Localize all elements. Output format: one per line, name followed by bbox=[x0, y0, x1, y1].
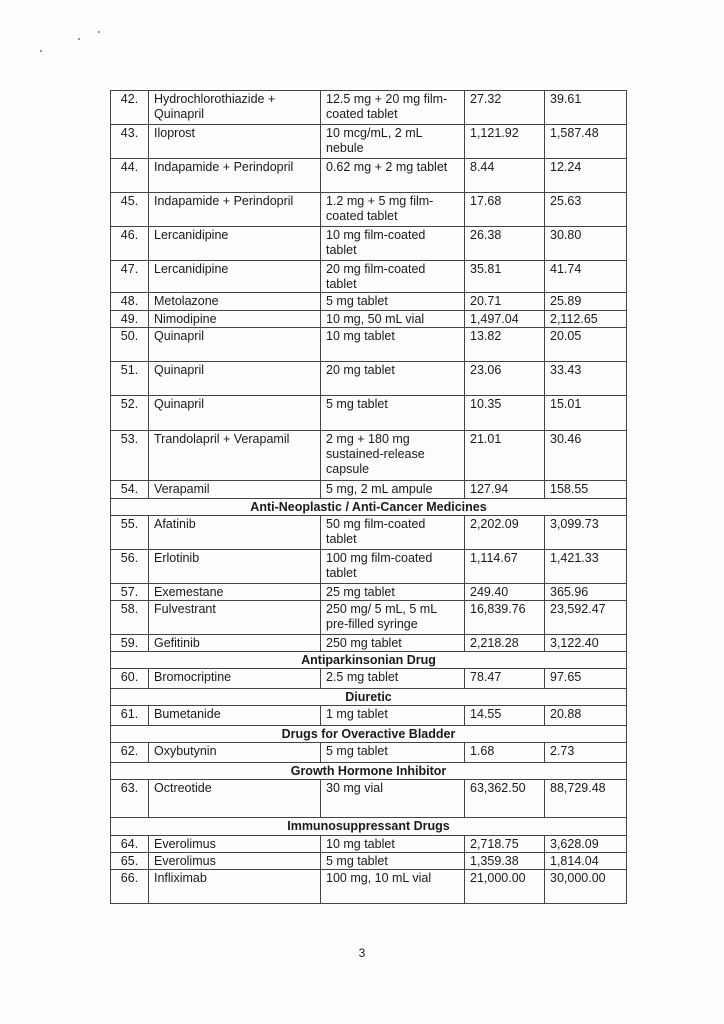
item-number: 66. bbox=[111, 870, 149, 904]
drug-name: Nimodipine bbox=[149, 311, 321, 328]
price-cell-2: 1,814.04 bbox=[545, 853, 627, 870]
dosage-form: 100 mg, 10 mL vial bbox=[321, 870, 465, 904]
drug-name: Lercanidipine bbox=[149, 227, 321, 261]
table-row bbox=[111, 780, 627, 818]
drug-name: Erlotinib bbox=[149, 550, 321, 584]
drug-name: Indapamide + Perindopril bbox=[149, 159, 321, 193]
table-row bbox=[111, 706, 627, 726]
price-cell-1: 17.68 bbox=[465, 193, 545, 227]
section-title: Growth Hormone Inhibitor bbox=[111, 763, 627, 780]
price-cell-1: 127.94 bbox=[465, 481, 545, 499]
item-number: 50. bbox=[111, 328, 149, 362]
price-cell-1: 2,202.09 bbox=[465, 516, 545, 550]
item-number: 61. bbox=[111, 706, 149, 726]
table-row bbox=[111, 328, 627, 362]
item-number: 64. bbox=[111, 836, 149, 853]
price-cell-1: 16,839.76 bbox=[465, 601, 545, 635]
table-row bbox=[111, 125, 627, 159]
section-header-row bbox=[111, 818, 627, 836]
price-cell-1: 1,359.38 bbox=[465, 853, 545, 870]
table-row bbox=[111, 193, 627, 227]
price-cell-1: 1,121.92 bbox=[465, 125, 545, 159]
item-number: 48. bbox=[111, 293, 149, 311]
scan-speck bbox=[98, 31, 100, 33]
dosage-form: 2 mg + 180 mg sustained-release capsule bbox=[321, 431, 465, 481]
section-title: Diuretic bbox=[111, 689, 627, 706]
drug-name: Quinapril bbox=[149, 362, 321, 396]
price-cell-2: 12.24 bbox=[545, 159, 627, 193]
dosage-form: 10 mg tablet bbox=[321, 328, 465, 362]
price-cell-2: 1,421.33 bbox=[545, 550, 627, 584]
drug-name: Verapamil bbox=[149, 481, 321, 499]
table-row bbox=[111, 836, 627, 853]
table-row bbox=[111, 635, 627, 652]
scan-speck bbox=[78, 38, 80, 40]
price-cell-2: 23,592.47 bbox=[545, 601, 627, 635]
section-header-row bbox=[111, 763, 627, 780]
drug-name: Quinapril bbox=[149, 396, 321, 431]
price-cell-2: 33.43 bbox=[545, 362, 627, 396]
item-number: 52. bbox=[111, 396, 149, 431]
price-cell-2: 2,112.65 bbox=[545, 311, 627, 328]
price-cell-2: 20.88 bbox=[545, 706, 627, 726]
price-cell-1: 20.71 bbox=[465, 293, 545, 311]
table-row bbox=[111, 227, 627, 261]
item-number: 54. bbox=[111, 481, 149, 499]
dosage-form: 5 mg tablet bbox=[321, 293, 465, 311]
dosage-form: 250 mg tablet bbox=[321, 635, 465, 652]
price-cell-1: 249.40 bbox=[465, 584, 545, 601]
price-cell-2: 39.61 bbox=[545, 91, 627, 125]
item-number: 46. bbox=[111, 227, 149, 261]
section-header-row bbox=[111, 499, 627, 516]
price-cell-1: 21,000.00 bbox=[465, 870, 545, 904]
dosage-form: 10 mg tablet bbox=[321, 836, 465, 853]
price-cell-2: 3,122.40 bbox=[545, 635, 627, 652]
table-row bbox=[111, 159, 627, 193]
price-cell-1: 8.44 bbox=[465, 159, 545, 193]
price-cell-1: 63,362.50 bbox=[465, 780, 545, 818]
section-title: Anti-Neoplastic / Anti-Cancer Medicines bbox=[111, 499, 627, 516]
dosage-form: 5 mg tablet bbox=[321, 743, 465, 763]
item-number: 59. bbox=[111, 635, 149, 652]
table-row bbox=[111, 601, 627, 635]
price-cell-2: 3,099.73 bbox=[545, 516, 627, 550]
item-number: 45. bbox=[111, 193, 149, 227]
section-header-row bbox=[111, 689, 627, 706]
drug-name: Bumetanide bbox=[149, 706, 321, 726]
price-cell-1: 14.55 bbox=[465, 706, 545, 726]
price-cell-1: 23.06 bbox=[465, 362, 545, 396]
page-number: 3 bbox=[358, 946, 366, 960]
price-cell-2: 1,587.48 bbox=[545, 125, 627, 159]
item-number: 56. bbox=[111, 550, 149, 584]
table-row bbox=[111, 311, 627, 328]
dosage-form: 0.62 mg + 2 mg tablet bbox=[321, 159, 465, 193]
dosage-form: 12.5 mg + 20 mg film-coated tablet bbox=[321, 91, 465, 125]
item-number: 43. bbox=[111, 125, 149, 159]
price-cell-1: 2,718.75 bbox=[465, 836, 545, 853]
section-title: Immunosuppressant Drugs bbox=[111, 818, 627, 836]
dosage-form: 20 mg film-coated tablet bbox=[321, 261, 465, 293]
section-title: Drugs for Overactive Bladder bbox=[111, 726, 627, 743]
price-cell-2: 158.55 bbox=[545, 481, 627, 499]
table-row bbox=[111, 584, 627, 601]
price-cell-1: 21.01 bbox=[465, 431, 545, 481]
section-title: Antiparkinsonian Drug bbox=[111, 652, 627, 669]
price-cell-2: 88,729.48 bbox=[545, 780, 627, 818]
price-cell-1: 27.32 bbox=[465, 91, 545, 125]
drug-name: Afatinib bbox=[149, 516, 321, 550]
item-number: 44. bbox=[111, 159, 149, 193]
item-number: 60. bbox=[111, 669, 149, 689]
dosage-form: 25 mg tablet bbox=[321, 584, 465, 601]
price-cell-1: 78.47 bbox=[465, 669, 545, 689]
table-row bbox=[111, 870, 627, 904]
section-header-row bbox=[111, 726, 627, 743]
price-cell-2: 15.01 bbox=[545, 396, 627, 431]
drug-name: Infliximab bbox=[149, 870, 321, 904]
drug-name: Quinapril bbox=[149, 328, 321, 362]
price-cell-2: 30.80 bbox=[545, 227, 627, 261]
item-number: 42. bbox=[111, 91, 149, 125]
drug-price-table-body bbox=[111, 91, 627, 904]
drug-name: Bromocriptine bbox=[149, 669, 321, 689]
price-cell-1: 1.68 bbox=[465, 743, 545, 763]
drug-name: Exemestane bbox=[149, 584, 321, 601]
dosage-form: 20 mg tablet bbox=[321, 362, 465, 396]
dosage-form: 10 mg, 50 mL vial bbox=[321, 311, 465, 328]
item-number: 47. bbox=[111, 261, 149, 293]
dosage-form: 5 mg tablet bbox=[321, 853, 465, 870]
drug-name: Everolimus bbox=[149, 853, 321, 870]
table-row bbox=[111, 481, 627, 499]
table-row bbox=[111, 550, 627, 584]
dosage-form: 5 mg tablet bbox=[321, 396, 465, 431]
table-row bbox=[111, 743, 627, 763]
item-number: 62. bbox=[111, 743, 149, 763]
price-cell-1: 2,218.28 bbox=[465, 635, 545, 652]
price-cell-2: 30.46 bbox=[545, 431, 627, 481]
item-number: 58. bbox=[111, 601, 149, 635]
price-cell-1: 13.82 bbox=[465, 328, 545, 362]
item-number: 53. bbox=[111, 431, 149, 481]
dosage-form: 30 mg vial bbox=[321, 780, 465, 818]
item-number: 63. bbox=[111, 780, 149, 818]
price-cell-2: 30,000.00 bbox=[545, 870, 627, 904]
table-row bbox=[111, 853, 627, 870]
table-row bbox=[111, 669, 627, 689]
dosage-form: 1.2 mg + 5 mg film-coated tablet bbox=[321, 193, 465, 227]
drug-name: Fulvestrant bbox=[149, 601, 321, 635]
price-cell-1: 1,114.67 bbox=[465, 550, 545, 584]
drug-name: Oxybutynin bbox=[149, 743, 321, 763]
scan-speck bbox=[40, 50, 42, 52]
price-cell-2: 25.89 bbox=[545, 293, 627, 311]
table-row bbox=[111, 431, 627, 481]
drug-name: Indapamide + Perindopril bbox=[149, 193, 321, 227]
dosage-form: 100 mg film-coated tablet bbox=[321, 550, 465, 584]
table-row bbox=[111, 261, 627, 293]
price-cell-1: 1,497.04 bbox=[465, 311, 545, 328]
section-header-row bbox=[111, 652, 627, 669]
item-number: 51. bbox=[111, 362, 149, 396]
price-cell-2: 25.63 bbox=[545, 193, 627, 227]
item-number: 49. bbox=[111, 311, 149, 328]
item-number: 55. bbox=[111, 516, 149, 550]
drug-name: Everolimus bbox=[149, 836, 321, 853]
price-cell-2: 2.73 bbox=[545, 743, 627, 763]
drug-name: Gefitinib bbox=[149, 635, 321, 652]
drug-name: Lercanidipine bbox=[149, 261, 321, 293]
price-cell-2: 365.96 bbox=[545, 584, 627, 601]
dosage-form: 50 mg film-coated tablet bbox=[321, 516, 465, 550]
price-cell-2: 20.05 bbox=[545, 328, 627, 362]
table-row bbox=[111, 91, 627, 125]
drug-name: Metolazone bbox=[149, 293, 321, 311]
price-cell-1: 26.38 bbox=[465, 227, 545, 261]
dosage-form: 250 mg/ 5 mL, 5 mL pre-filled syringe bbox=[321, 601, 465, 635]
price-cell-2: 41.74 bbox=[545, 261, 627, 293]
table-row bbox=[111, 516, 627, 550]
price-cell-2: 97.65 bbox=[545, 669, 627, 689]
price-cell-1: 10.35 bbox=[465, 396, 545, 431]
drug-name: Octreotide bbox=[149, 780, 321, 818]
price-cell-2: 3,628.09 bbox=[545, 836, 627, 853]
drug-name: Hydrochlorothiazide + Quinapril bbox=[149, 91, 321, 125]
dosage-form: 2.5 mg tablet bbox=[321, 669, 465, 689]
item-number: 57. bbox=[111, 584, 149, 601]
table-row bbox=[111, 293, 627, 311]
table-row bbox=[111, 396, 627, 431]
dosage-form: 5 mg, 2 mL ampule bbox=[321, 481, 465, 499]
drug-price-table bbox=[110, 90, 627, 904]
drug-name: Trandolapril + Verapamil bbox=[149, 431, 321, 481]
table-row bbox=[111, 362, 627, 396]
drug-name: Iloprost bbox=[149, 125, 321, 159]
dosage-form: 10 mcg/mL, 2 mL nebule bbox=[321, 125, 465, 159]
dosage-form: 1 mg tablet bbox=[321, 706, 465, 726]
item-number: 65. bbox=[111, 853, 149, 870]
dosage-form: 10 mg film-coated tablet bbox=[321, 227, 465, 261]
price-cell-1: 35.81 bbox=[465, 261, 545, 293]
